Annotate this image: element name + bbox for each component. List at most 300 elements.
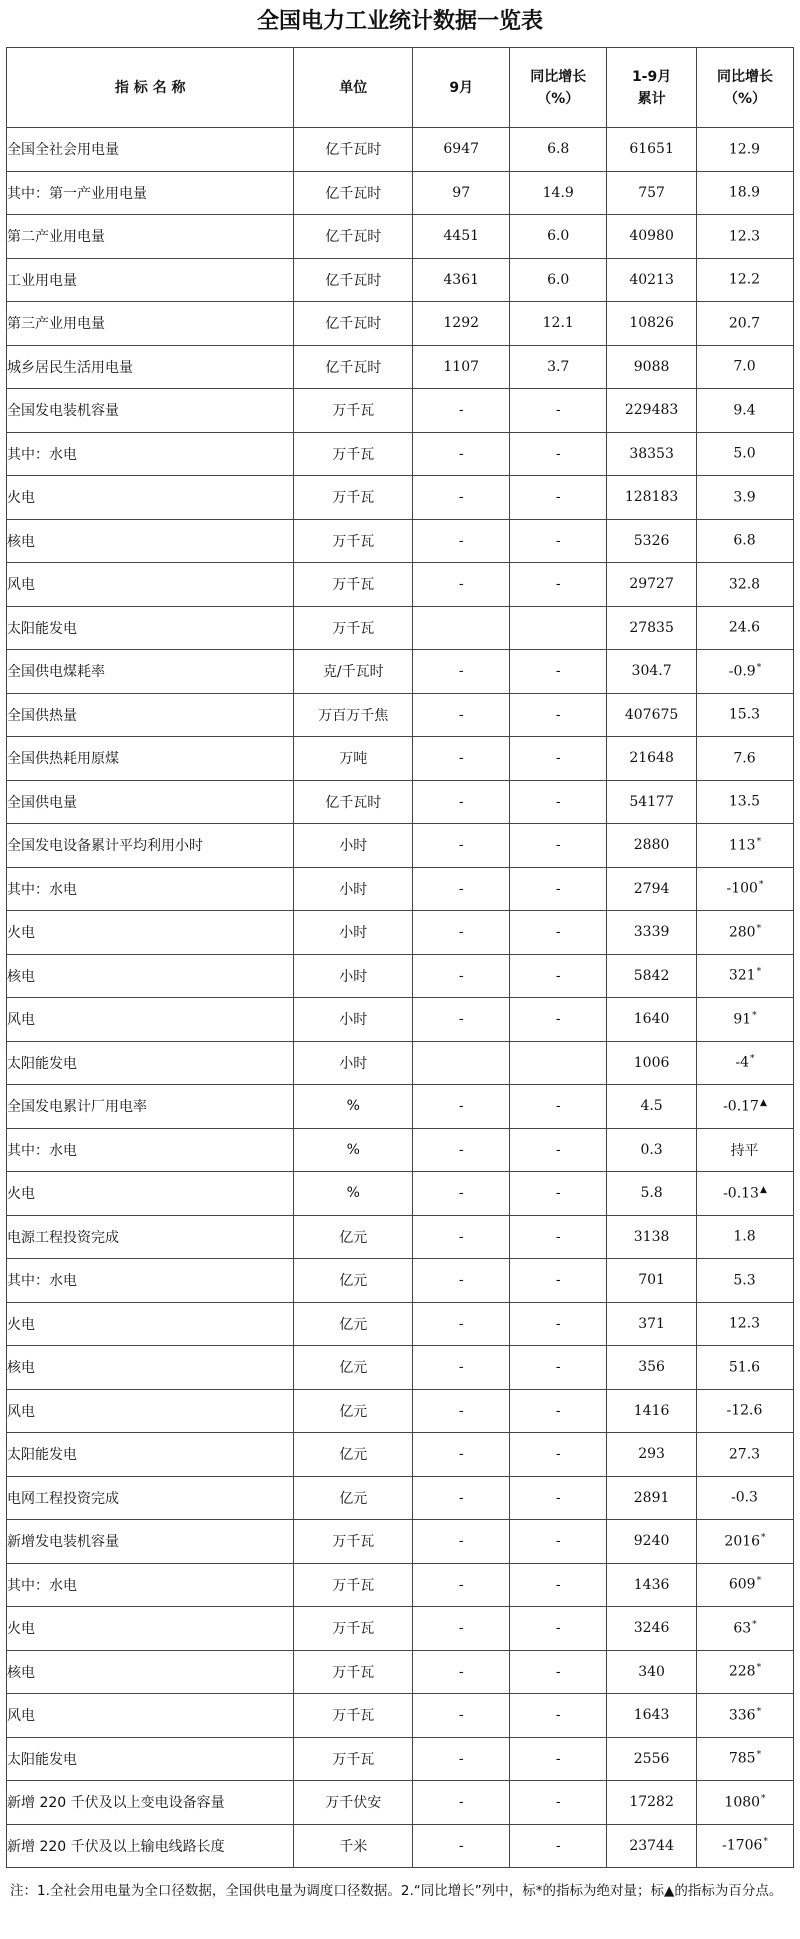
month-yoy-value-text: -: [555, 880, 561, 897]
indicator-name: [7, 345, 294, 389]
unit-cell: [294, 1650, 413, 1694]
cumulative-yoy-value: [696, 432, 793, 476]
month-value-text: -: [458, 1272, 464, 1289]
month-value-text: -: [458, 1141, 464, 1158]
cumulative-yoy-value: [696, 867, 793, 911]
month-value: [413, 389, 510, 433]
indicator-name-text: 工业用电量: [7, 272, 77, 289]
table-row: [7, 1215, 794, 1259]
cumulative-value-text: 54177: [629, 793, 674, 810]
cumulative-yoy-value-text: 12.3: [728, 228, 761, 245]
month-value-text: 6947: [443, 141, 480, 158]
month-value-text: -: [458, 1359, 464, 1376]
cumulative-yoy-value-text: 18.9: [728, 185, 761, 202]
month-value-text: -: [458, 1750, 464, 1767]
month-value: [413, 345, 510, 389]
cumulative-yoy-value-text: 20.7: [728, 315, 761, 332]
indicator-name-text: 城乡居民生活用电量: [7, 359, 133, 376]
cumulative-yoy-value: [696, 1259, 793, 1303]
cumulative-yoy-value-text: 1.8: [733, 1229, 756, 1246]
cumulative-yoy-value-text: -4: [735, 1055, 750, 1072]
indicator-name: [7, 650, 294, 694]
month-value-text: -: [458, 793, 464, 810]
month-value-text: -: [458, 1098, 464, 1115]
unit-cell: [294, 302, 413, 346]
header-unit: [294, 48, 413, 128]
header-cumulative-line1: 1-9月: [631, 68, 672, 85]
month-value-text: -: [458, 402, 464, 419]
month-yoy-value: [510, 432, 607, 476]
cumulative-yoy-value: [696, 650, 793, 694]
month-yoy-value-text: -: [555, 402, 561, 419]
month-value: [413, 1650, 510, 1694]
month-yoy-value-text: 6.8: [547, 141, 570, 158]
indicator-name: [7, 1215, 294, 1259]
month-yoy-value-text: -: [555, 1446, 561, 1463]
indicator-name-text: 电网工程投资完成: [7, 1490, 119, 1507]
cumulative-yoy-value-text: 12.9: [728, 141, 761, 158]
month-value: [413, 128, 510, 172]
month-value-text: -: [458, 1663, 464, 1680]
indicator-name: [7, 693, 294, 737]
unit-cell: [294, 563, 413, 607]
indicator-mark: *: [756, 1663, 762, 1674]
month-yoy-value-text: -: [555, 1228, 561, 1245]
unit-cell-text: 万千瓦: [332, 1751, 375, 1768]
cumulative-yoy-value-text: 51.6: [728, 1359, 761, 1376]
unit-cell-text: 亿元: [339, 1490, 368, 1507]
unit-cell: [294, 1476, 413, 1520]
indicator-name: [7, 737, 294, 781]
indicator-name-text: 太阳能发电: [7, 1447, 77, 1464]
indicator-name-text: 全国全社会用电量: [7, 142, 119, 159]
cumulative-yoy-value: [696, 1737, 793, 1781]
month-value: [413, 519, 510, 563]
month-yoy-value-text: -: [555, 576, 561, 593]
month-value-text: -: [458, 489, 464, 506]
month-value: [413, 650, 510, 694]
cumulative-value: [607, 1737, 697, 1781]
table-row: [7, 1520, 794, 1564]
month-yoy-value-text: -: [555, 1141, 561, 1158]
unit-cell-text: 亿元: [339, 1273, 368, 1290]
unit-cell-text: 小时: [339, 968, 368, 985]
month-value: [413, 1607, 510, 1651]
month-value-text: -: [458, 706, 464, 723]
indicator-name-text: 其中：水电: [7, 1577, 77, 1594]
month-value-text: -: [458, 1489, 464, 1506]
cumulative-value: [607, 1650, 697, 1694]
month-yoy-value-text: -: [555, 1620, 561, 1637]
unit-cell: [294, 1041, 413, 1085]
month-value-text: -: [458, 663, 464, 680]
month-yoy-value-text: -: [555, 837, 561, 854]
month-value-text: -: [458, 1533, 464, 1550]
indicator-name-text: 核电: [7, 533, 35, 550]
indicator-name: [7, 1259, 294, 1303]
cumulative-value-text: 293: [638, 1446, 665, 1463]
unit-cell: [294, 1172, 413, 1216]
cumulative-yoy-value-text: 15.3: [728, 707, 761, 724]
cumulative-value: [607, 258, 697, 302]
cumulative-yoy-value-text: 5.0: [733, 446, 756, 463]
month-yoy-value: [510, 215, 607, 259]
month-value: [413, 215, 510, 259]
statistics-table: [6, 47, 794, 1868]
indicator-name-text: 其中：水电: [7, 1142, 77, 1159]
unit-cell: [294, 519, 413, 563]
cumulative-value: [607, 867, 697, 911]
month-value-text: -: [458, 924, 464, 941]
indicator-name: [7, 1389, 294, 1433]
cumulative-value-text: 5842: [633, 967, 670, 984]
month-value: [413, 1172, 510, 1216]
cumulative-yoy-value-text: 27.3: [728, 1446, 761, 1463]
unit-cell: [294, 1259, 413, 1303]
month-yoy-value: [510, 737, 607, 781]
unit-cell: [294, 1520, 413, 1564]
header-unit-text: 单位: [339, 79, 368, 96]
indicator-name-text: 第三产业用电量: [7, 316, 105, 333]
cumulative-value-text: 1416: [633, 1402, 670, 1419]
cumulative-value-text: 27835: [629, 619, 674, 636]
unit-cell-text: 万千瓦: [332, 1577, 375, 1594]
month-value-text: -: [458, 576, 464, 593]
unit-cell: [294, 171, 413, 215]
indicator-name: [7, 867, 294, 911]
month-value-text: 4451: [443, 228, 480, 245]
indicator-name: [7, 606, 294, 650]
table-row: [7, 1737, 794, 1781]
cumulative-value-text: 9240: [633, 1533, 670, 1550]
unit-cell-text: 亿千瓦时: [325, 142, 382, 159]
cumulative-yoy-value: [696, 1607, 793, 1651]
unit-cell-text: 小时: [339, 1012, 368, 1029]
month-value: [413, 1694, 510, 1738]
month-value: [413, 1781, 510, 1825]
cumulative-yoy-value-text: 336: [728, 1707, 756, 1724]
unit-cell-text: 万千瓦: [332, 1664, 375, 1681]
month-value-text: -: [458, 967, 464, 984]
unit-cell: [294, 345, 413, 389]
indicator-name-text: 全国供电量: [7, 794, 77, 811]
cumulative-value-text: 407675: [624, 706, 679, 723]
month-yoy-value: [510, 1476, 607, 1520]
month-yoy-value: [510, 1389, 607, 1433]
month-value-text: -: [458, 1011, 464, 1028]
indicator-mark: *: [756, 836, 762, 847]
unit-cell-text: %: [346, 1141, 360, 1158]
header-cumulative-yoy-line2: （%）: [723, 90, 766, 107]
unit-cell: [294, 1781, 413, 1825]
month-yoy-value-text: -: [555, 1489, 561, 1506]
cumulative-yoy-value-text: 228: [728, 1664, 756, 1681]
month-value: [413, 1346, 510, 1390]
indicator-name-text: 核电: [7, 968, 35, 985]
cumulative-value: [607, 1433, 697, 1477]
unit-cell-text: 小时: [339, 1055, 368, 1072]
cumulative-yoy-value-text: 3.9: [733, 489, 756, 506]
cumulative-value: [607, 1389, 697, 1433]
indicator-name: [7, 1433, 294, 1477]
month-value-text: -: [458, 1837, 464, 1854]
cumulative-value-text: 2891: [633, 1489, 670, 1506]
month-value: [413, 1302, 510, 1346]
indicator-name-text: 核电: [7, 1360, 35, 1377]
unit-cell-text: 万千瓦: [332, 1534, 375, 1551]
indicator-name-text: 风电: [7, 577, 35, 594]
cumulative-yoy-value-text: 6.8: [733, 533, 756, 550]
cumulative-yoy-value-text: 321: [728, 968, 756, 985]
indicator-mark: *: [756, 967, 762, 978]
cumulative-yoy-value-text: 280: [728, 924, 756, 941]
indicator-name-text: 其中：水电: [7, 881, 77, 898]
table-row: [7, 1172, 794, 1216]
cumulative-value-text: 2556: [633, 1750, 670, 1767]
cumulative-yoy-value: [696, 1433, 793, 1477]
cumulative-value-text: 371: [638, 1315, 665, 1332]
unit-cell-text: 亿千瓦时: [325, 359, 382, 376]
month-value-text: -: [458, 1402, 464, 1419]
cumulative-yoy-value: [696, 954, 793, 998]
month-value-text: -: [458, 1576, 464, 1593]
footnote: 注：1.全社会用电量为全口径数据，全国供电量为调度口径数据。2.“同比增长”列中，标*的指标为绝对量；标▲的指标为百分点。: [10, 1883, 783, 1899]
indicator-name: [7, 563, 294, 607]
unit-cell: [294, 389, 413, 433]
table-row: [7, 1389, 794, 1433]
header-cumulative-yoy: [696, 48, 793, 128]
month-yoy-value: [510, 1128, 607, 1172]
unit-cell-text: 克/千瓦时: [322, 664, 384, 681]
month-yoy-value-text: -: [555, 1402, 561, 1419]
cumulative-yoy-value: [696, 171, 793, 215]
unit-cell-text: 亿千瓦时: [325, 272, 382, 289]
cumulative-value: [607, 1302, 697, 1346]
cumulative-value-text: 2880: [633, 837, 670, 854]
month-yoy-value-text: -: [555, 1837, 561, 1854]
cumulative-value: [607, 606, 697, 650]
indicator-name-text: 火电: [7, 1621, 35, 1638]
table-row: [7, 867, 794, 911]
unit-cell: [294, 1563, 413, 1607]
table-row: [7, 1346, 794, 1390]
cumulative-value: [607, 1694, 697, 1738]
month-value: [413, 1824, 510, 1868]
cumulative-value: [607, 650, 697, 694]
indicator-mark: *: [756, 923, 762, 934]
month-yoy-value-text: 12.1: [542, 315, 574, 332]
cumulative-yoy-value-text: -12.6: [726, 1403, 763, 1420]
indicator-name: [7, 432, 294, 476]
table-row: [7, 1476, 794, 1520]
unit-cell: [294, 824, 413, 868]
unit-cell: [294, 215, 413, 259]
cumulative-value-text: 40980: [629, 228, 674, 245]
cumulative-yoy-value: [696, 1520, 793, 1564]
month-value-text: 97: [452, 184, 471, 201]
cumulative-yoy-value: [696, 1650, 793, 1694]
month-value-text: -: [458, 1794, 464, 1811]
unit-cell-text: 万千瓦: [332, 1708, 375, 1725]
table-row: [7, 693, 794, 737]
indicator-name: [7, 302, 294, 346]
indicator-mark: *: [756, 1750, 762, 1761]
month-value-text: -: [458, 445, 464, 462]
unit-cell: [294, 1128, 413, 1172]
cumulative-value: [607, 954, 697, 998]
header-indicator-name-text: 指 标 名 称: [114, 79, 186, 96]
cumulative-yoy-value-text: 785: [728, 1751, 756, 1768]
header-month-yoy: [510, 48, 607, 128]
cumulative-value-text: 1643: [633, 1707, 670, 1724]
unit-cell: [294, 1607, 413, 1651]
month-yoy-value-text: -: [555, 532, 561, 549]
cumulative-yoy-value: [696, 1302, 793, 1346]
cumulative-value: [607, 911, 697, 955]
month-yoy-value-text: -: [555, 1272, 561, 1289]
indicator-name-text: 新增 220 千伏及以上变电设备容量: [7, 1795, 225, 1812]
cumulative-yoy-value: [696, 258, 793, 302]
table-row: [7, 345, 794, 389]
month-yoy-value: [510, 954, 607, 998]
unit-cell: [294, 954, 413, 998]
unit-cell: [294, 1433, 413, 1477]
month-value: [413, 1520, 510, 1564]
indicator-name: [7, 1520, 294, 1564]
cumulative-yoy-value: [696, 1476, 793, 1520]
table-row: [7, 1302, 794, 1346]
cumulative-yoy-value: [696, 389, 793, 433]
unit-cell-text: 亿元: [339, 1229, 368, 1246]
cumulative-value-text: 61651: [629, 141, 674, 158]
cumulative-value-text: 40213: [629, 271, 674, 288]
indicator-name: [7, 780, 294, 824]
month-yoy-value: [510, 1824, 607, 1868]
table-row: [7, 302, 794, 346]
unit-cell: [294, 1215, 413, 1259]
cumulative-yoy-value: [696, 1346, 793, 1390]
month-yoy-value: [510, 1433, 607, 1477]
month-value: [413, 1128, 510, 1172]
cumulative-yoy-value-text: -0.3: [730, 1490, 758, 1507]
unit-cell-text: 万吨: [339, 751, 368, 768]
cumulative-value-text: 128183: [624, 489, 679, 506]
month-yoy-value-text: -: [555, 750, 561, 767]
indicator-name: [7, 1781, 294, 1825]
indicator-name: [7, 1346, 294, 1390]
unit-cell: [294, 476, 413, 520]
cumulative-value: [607, 1346, 697, 1390]
unit-cell-text: 小时: [339, 881, 368, 898]
month-yoy-value: [510, 998, 607, 1042]
table-row: [7, 824, 794, 868]
indicator-name: [7, 1563, 294, 1607]
month-value-text: 4361: [443, 271, 480, 288]
indicator-name-text: 火电: [7, 490, 35, 507]
cumulative-value: [607, 1824, 697, 1868]
cumulative-value: [607, 1607, 697, 1651]
indicator-name: [7, 824, 294, 868]
month-value: [413, 476, 510, 520]
cumulative-value-text: 701: [638, 1272, 665, 1289]
cumulative-value: [607, 563, 697, 607]
cumulative-value-text: 23744: [629, 1837, 674, 1854]
cumulative-value-text: 1006: [633, 1054, 670, 1071]
month-yoy-value: [510, 1172, 607, 1216]
indicator-name: [7, 1085, 294, 1129]
table-row: [7, 780, 794, 824]
month-yoy-value-text: 14.9: [542, 184, 574, 201]
month-value-text: -: [458, 1707, 464, 1724]
cumulative-yoy-value: [696, 1128, 793, 1172]
indicator-name-text: 太阳能发电: [7, 620, 77, 637]
cumulative-value-text: 304.7: [631, 663, 672, 680]
month-value-text: -: [458, 837, 464, 854]
indicator-name-text: 火电: [7, 925, 35, 942]
cumulative-yoy-value: [696, 1781, 793, 1825]
cumulative-value: [607, 1215, 697, 1259]
header-indicator-name: [7, 48, 294, 128]
month-value: [413, 911, 510, 955]
unit-cell: [294, 1346, 413, 1390]
table-row: [7, 650, 794, 694]
cumulative-value: [607, 824, 697, 868]
cumulative-value: [607, 215, 697, 259]
unit-cell: [294, 1302, 413, 1346]
indicator-name: [7, 1737, 294, 1781]
indicator-mark: *: [752, 1010, 757, 1021]
month-yoy-value-text: 6.0: [547, 271, 570, 288]
month-yoy-value-text: -: [555, 1576, 561, 1593]
month-yoy-value-text: -: [555, 445, 561, 462]
month-yoy-value: [510, 693, 607, 737]
indicator-name: [7, 258, 294, 302]
month-yoy-value: [510, 519, 607, 563]
month-value: [413, 998, 510, 1042]
unit-cell-text: 亿千瓦时: [325, 316, 382, 333]
cumulative-yoy-value-text: -0.13: [723, 1185, 759, 1202]
month-value: [413, 258, 510, 302]
unit-cell-text: 万千瓦: [332, 1621, 375, 1638]
month-yoy-value-text: 6.0: [547, 228, 570, 245]
header-month-yoy-line2: （%）: [537, 90, 580, 107]
table-row: [7, 998, 794, 1042]
indicator-name: [7, 998, 294, 1042]
month-value: [413, 563, 510, 607]
cumulative-value: [607, 693, 697, 737]
cumulative-value: [607, 780, 697, 824]
indicator-name: [7, 171, 294, 215]
cumulative-value: [607, 1259, 697, 1303]
month-yoy-value-text: -: [555, 489, 561, 506]
table-row: [7, 128, 794, 172]
unit-cell: [294, 1824, 413, 1868]
cumulative-yoy-value-text: 1080: [724, 1794, 761, 1811]
cumulative-value-text: 1436: [633, 1576, 670, 1593]
month-yoy-value-text: -: [555, 1098, 561, 1115]
cumulative-yoy-value-text: 13.5: [728, 794, 761, 811]
cumulative-yoy-value-text: 32.8: [728, 576, 761, 593]
table-row: [7, 432, 794, 476]
table-row: [7, 476, 794, 520]
unit-cell-text: 亿元: [339, 1447, 368, 1464]
cumulative-value: [607, 389, 697, 433]
cumulative-value: [607, 432, 697, 476]
cumulative-yoy-value: [696, 476, 793, 520]
table-row: [7, 1563, 794, 1607]
month-yoy-value: [510, 389, 607, 433]
unit-cell: [294, 128, 413, 172]
